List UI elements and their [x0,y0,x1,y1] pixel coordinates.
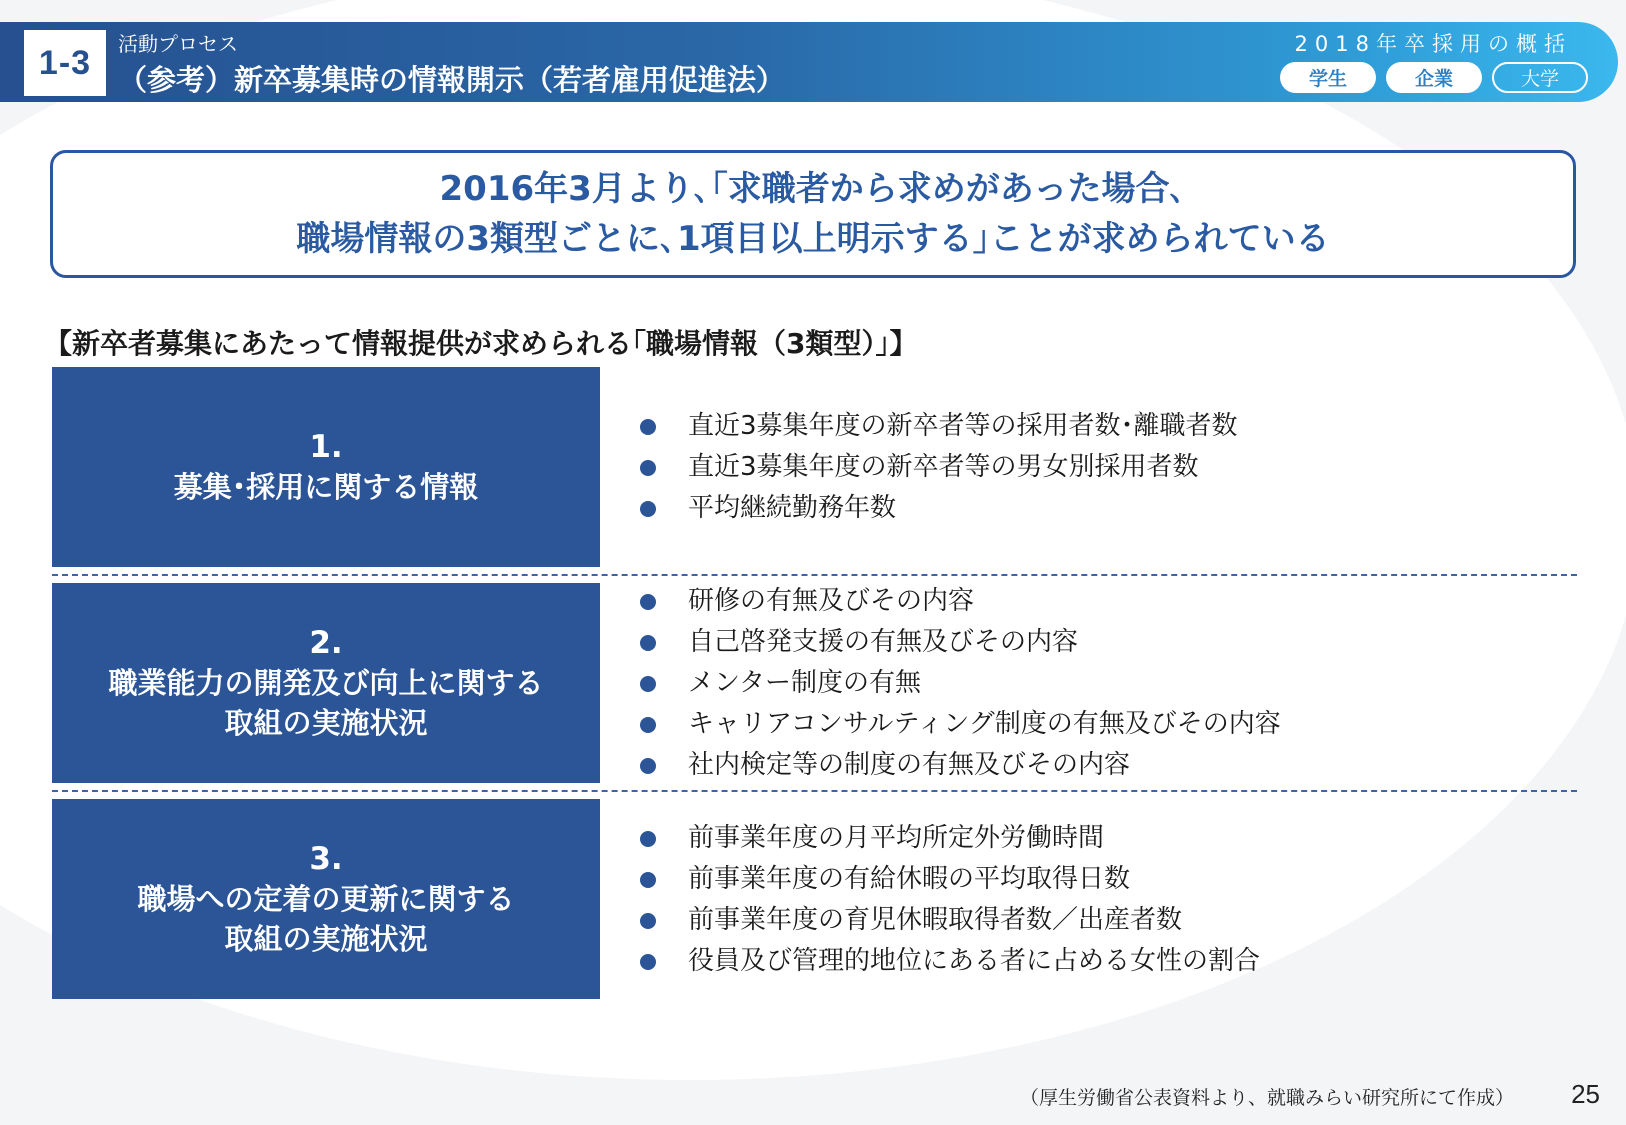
source-note: （厚生労働省公表資料より、就職みらい研究所にて作成） [1019,1087,1514,1109]
category-title-line: 募集･採用に関する情報 [173,470,479,504]
list-item: 直近3募集年度の新卒者等の採用者数･離職者数 [640,406,1238,447]
list-item: 社内検定等の制度の有無及びその内容 [640,745,1281,786]
category-item-list-2 [640,581,1281,786]
list-item: 前事業年度の有給休暇の平均取得日数 [640,859,1260,900]
key-message-line-2: 職場情報の3類型ごとに､1項目以上明示する｣ことが求められている [296,219,1330,259]
list-item: メンター制度の有無 [640,663,1281,704]
category-title-line: 取組の実施状況 [224,706,428,740]
category-row-1 [52,367,1577,567]
category-item-list-1 [640,406,1238,529]
category-title-line: 職場への定着の更新に関する [137,882,515,916]
list-item: キャリアコンサルティング制度の有無及びその内容 [640,704,1281,745]
list-item: 前事業年度の育児休暇取得者数／出産者数 [640,900,1260,941]
category-row-2 [52,583,1577,783]
category-row-3 [52,799,1577,999]
list-item: 直近3募集年度の新卒者等の男女別採用者数 [640,447,1238,488]
category-item-list-3 [640,818,1260,982]
key-message-line-1: 2016年3月より､｢求職者から求めがあった場合､ [439,169,1187,209]
category-number: 1. [309,429,343,465]
category-box-3 [52,799,600,999]
dashed-divider [52,574,1577,576]
category-number: 2. [309,625,343,661]
list-item: 自己啓発支援の有無及びその内容 [640,622,1281,663]
list-item: 研修の有無及びその内容 [640,581,1281,622]
list-item: 役員及び管理的地位にある者に占める女性の割合 [640,941,1260,982]
tab-students[interactable]: 学生 [1280,62,1376,93]
category-box-2 [52,583,600,783]
key-message-box [50,150,1576,278]
tab-companies[interactable]: 企業 [1386,62,1482,93]
section-heading: 【新卒者募集にあたって情報提供が求められる｢職場情報（3類型）｣】 [44,327,918,360]
page-title: （参考）新卒募集時の情報開示（若者雇用促進法） [118,63,786,97]
section-subtitle: 活動プロセス [118,32,238,56]
dashed-divider [52,790,1577,792]
list-item: 前事業年度の月平均所定外労働時間 [640,818,1260,859]
section-number-badge: 1-3 [24,30,106,96]
header-band [0,22,1618,102]
tab-universities[interactable]: 大学 [1492,62,1588,93]
list-item: 平均継続勤務年数 [640,488,1238,529]
category-title-line: 取組の実施状況 [224,922,428,956]
category-box-1 [52,367,600,567]
category-title-line: 職業能力の開発及び向上に関する [108,666,544,700]
overview-label: 2018年卒採用の概括 [1294,32,1572,56]
audience-tabs [1280,62,1588,93]
category-number: 3. [309,841,343,877]
page-number: 25 [1571,1079,1600,1109]
